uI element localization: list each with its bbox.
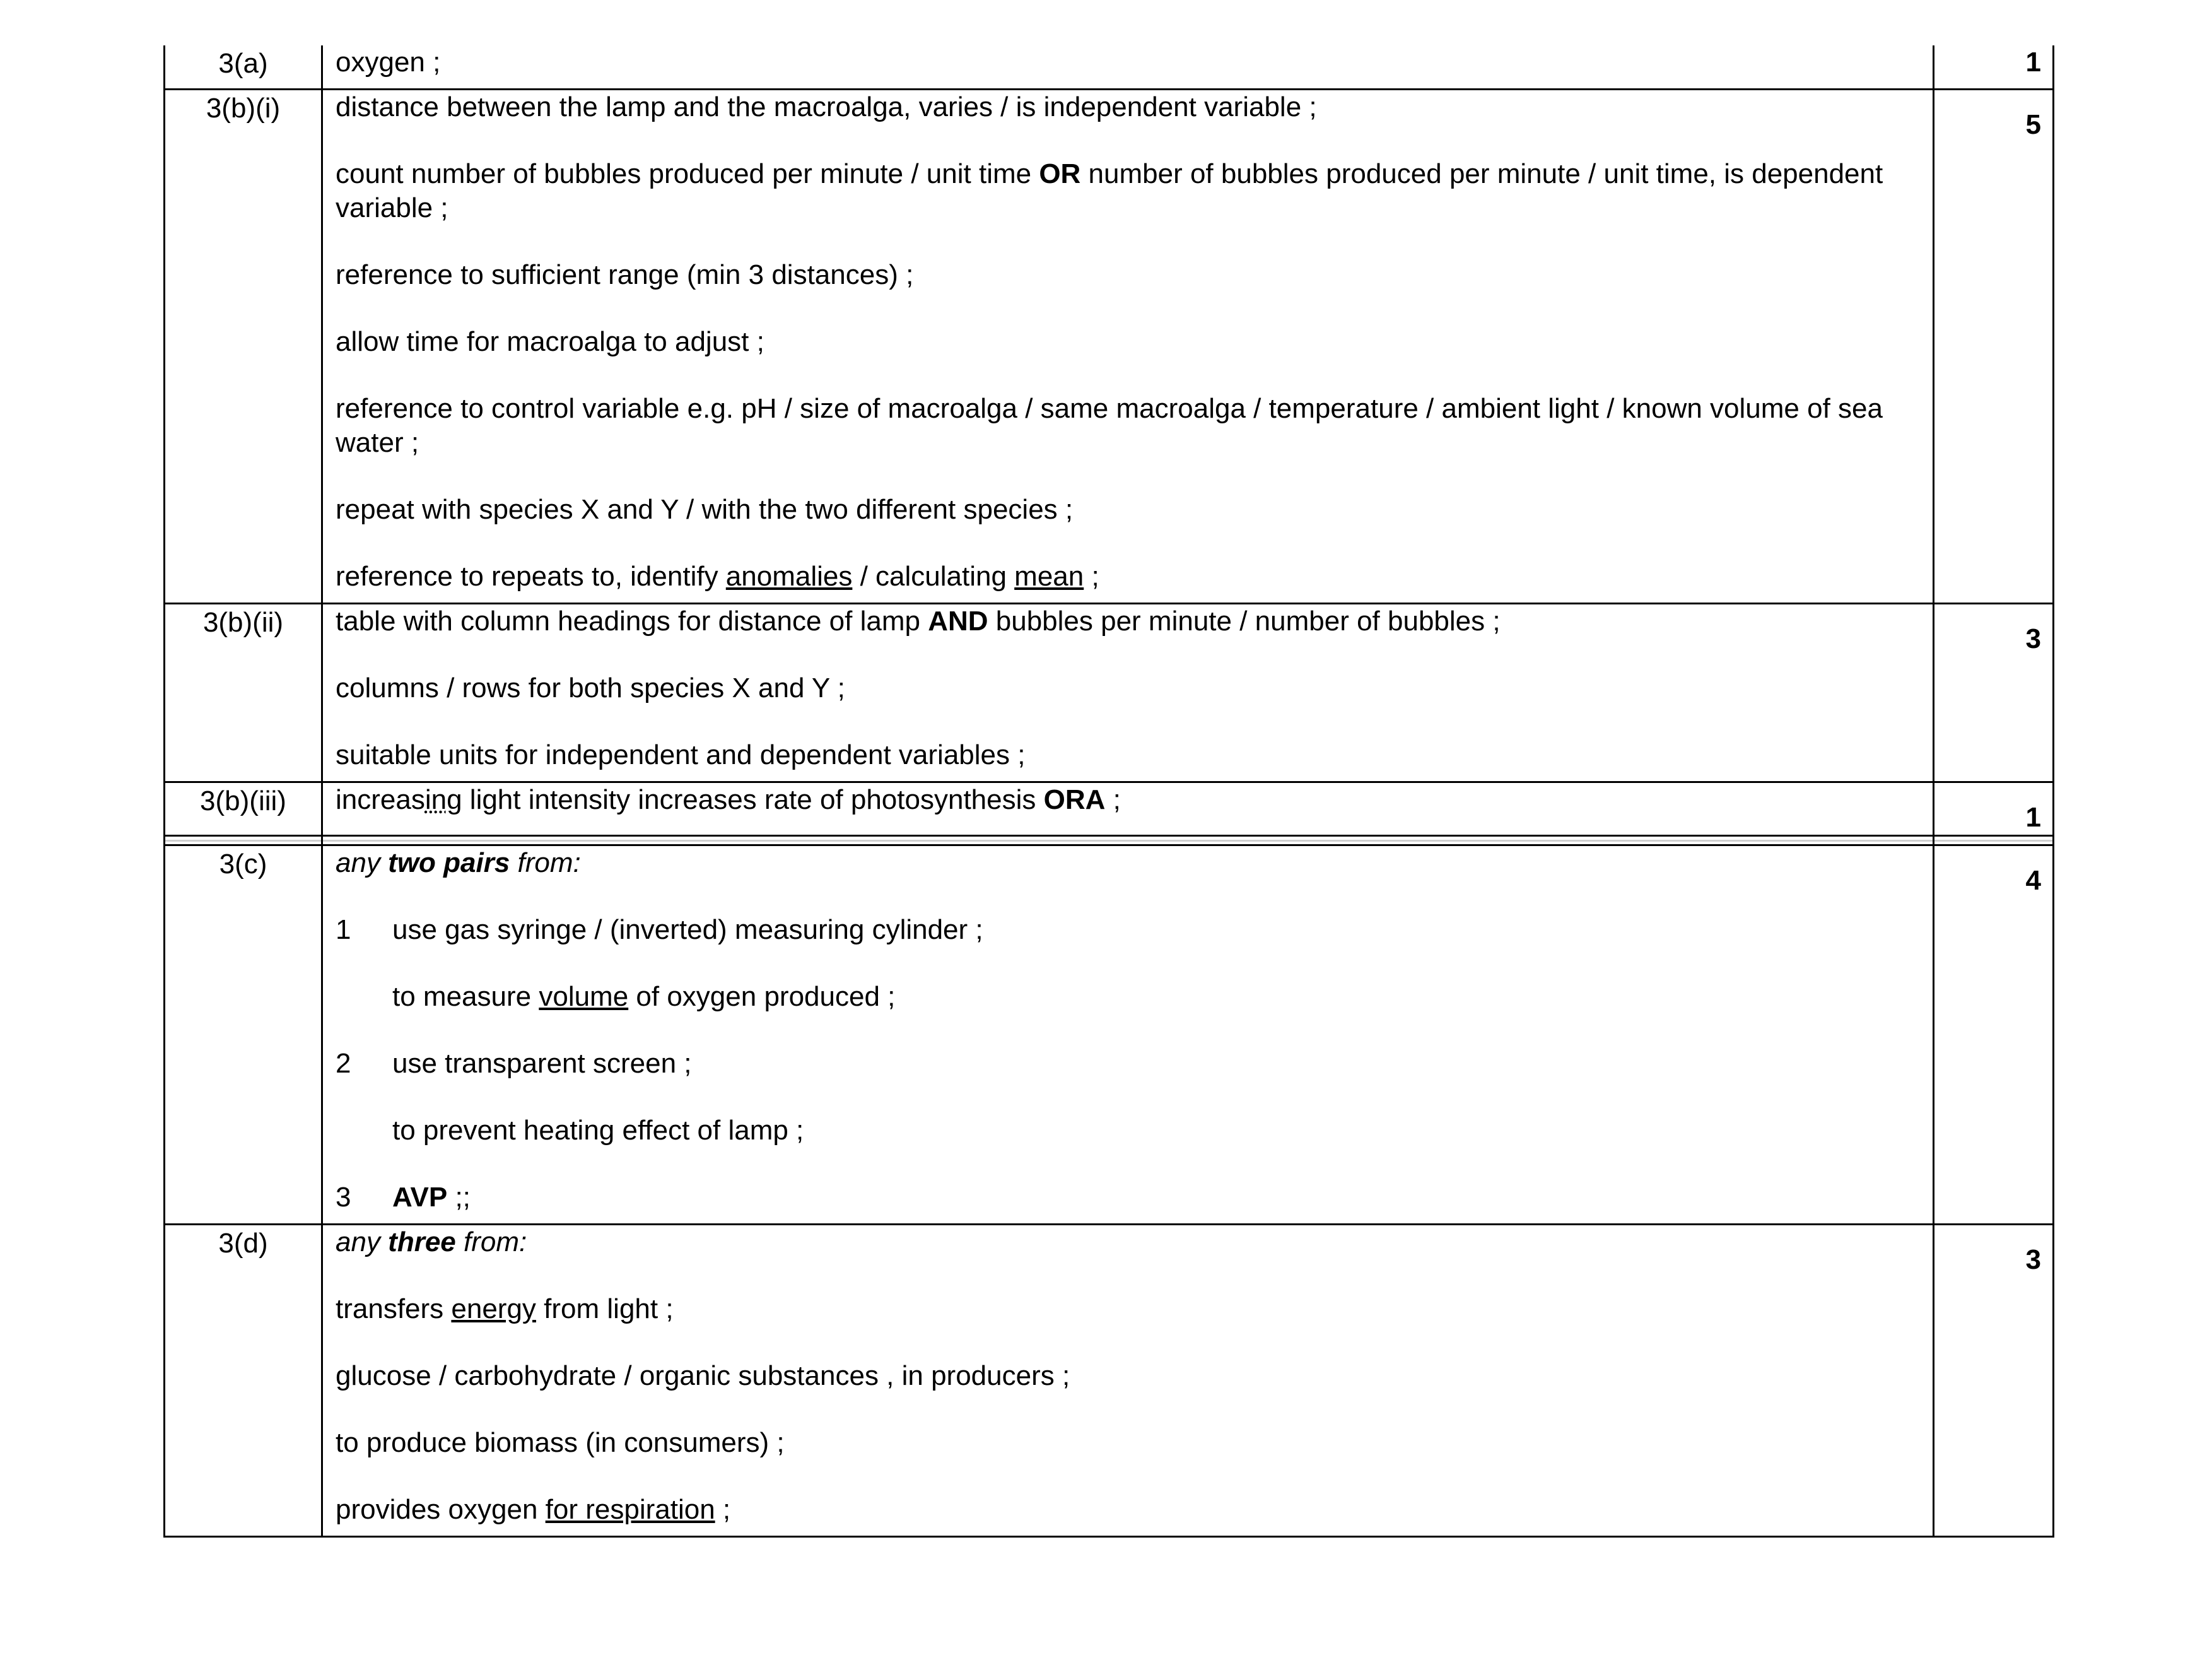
answer-line: allow time for macroalga to adjust ; [336,326,764,357]
answer-line: reference to sufficient range (min 3 distances) ; [336,259,914,290]
question-number: 3(a) [165,45,322,90]
answer-item: to measure volume of oxygen produced ; [392,981,896,1012]
answer-item: 3 AVP ;; [336,1182,471,1213]
answer-line: count number of bubbles produced per minute / unit time OR number of bubbles produced per minute / unit time, is dependent variable ; [336,158,1883,223]
question-number: 3(b)(i) [165,90,322,604]
marks-cell: 5 [1934,90,2054,604]
answer-cell [322,782,1934,836]
marks-cell: 3 [1934,604,2054,782]
answer-line: oxygen ; [336,47,441,78]
answer-line: reference to repeats to, identify anomalies / calculating mean ; [336,561,1099,592]
answer-cell [322,90,1934,604]
answer-cell [322,845,1934,1225]
answer-cell [322,1225,1934,1537]
mark-scheme-table [163,45,2054,1538]
marks-cell: 3 [1934,1225,2054,1537]
answer-item: to prevent heating effect of lamp ; [392,1115,804,1146]
question-number: 3(b)(ii) [165,604,322,782]
answer-line: provides oxygen for respiration ; [336,1494,731,1525]
answer-line: transfers energy from light ; [336,1293,674,1324]
table-row [165,45,2054,90]
answer-line: columns / rows for both species X and Y ; [336,673,845,703]
answer-line: reference to control variable e.g. pH / size of macroalga / same macroalga / temperature / ambient light / known volume of sea water ; [336,393,1883,458]
table-row [165,604,2054,782]
answer-line: table with column headings for distance of lamp AND bubbles per minute / number of bubbles ; [336,606,1501,637]
table-separator [165,836,2054,845]
table-row [165,782,2054,836]
answer-line: to produce biomass (in consumers) ; [336,1427,785,1458]
answer-intro: any two pairs from: [336,847,581,878]
answer-cell [322,45,1934,90]
question-number: 3(c) [165,845,322,1225]
answer-line: distance between the lamp and the macroalga, varies / is independent variable ; [336,91,1317,122]
answer-item: 2 use transparent screen ; [336,1048,692,1079]
answer-line: repeat with species X and Y / with the two different species ; [336,494,1074,525]
answer-line: suitable units for independent and dependent variables ; [336,739,1026,770]
marks-cell: 1 [1934,782,2054,836]
answer-item: 1 use gas syringe / (inverted) measuring cylinder ; [336,914,983,945]
answer-intro: any three from: [336,1227,527,1257]
marks-cell: 1 [1934,45,2054,90]
question-number: 3(d) [165,1225,322,1537]
answer-line: increasing light intensity increases rate of photosynthesis ORA ; [336,784,1121,815]
answer-cell [322,604,1934,782]
answer-line: glucose / carbohydrate / organic substances , in producers ; [336,1360,1070,1391]
table-row [165,845,2054,1225]
question-number: 3(b)(iii) [165,782,322,836]
table-row [165,90,2054,604]
table-row [165,1225,2054,1537]
marks-cell: 4 [1934,845,2054,1225]
